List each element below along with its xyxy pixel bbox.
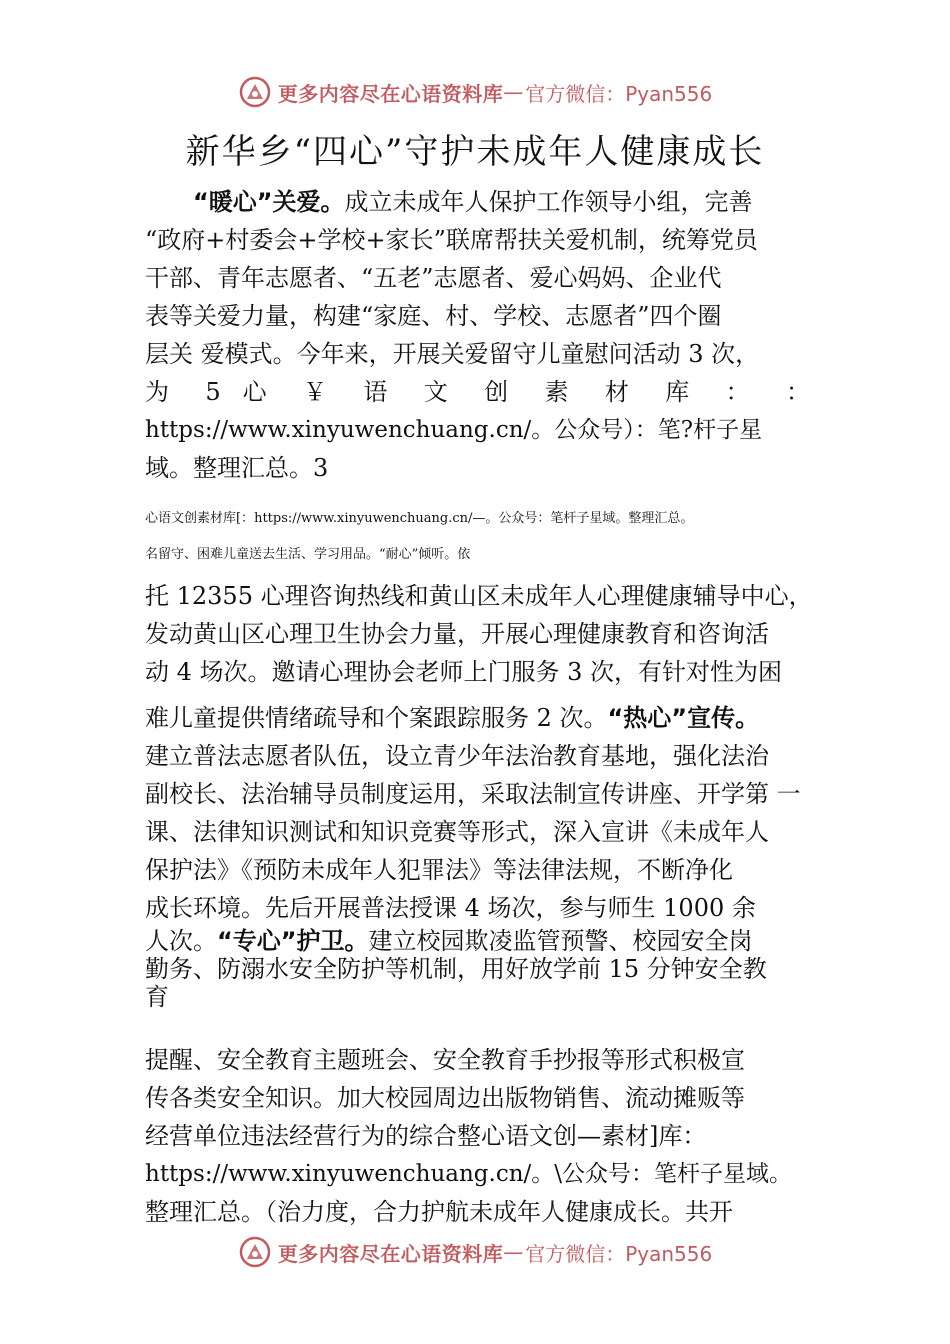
text-line: https://www.xinyuwenchuang.cn/。\公众号：笔杆子星域。 <box>145 1161 793 1187</box>
watermark-line: 心语文创素材库[：https://www.xinyuwenchuang.cn/—。公众号：笔杆子星域。整理汇总。 <box>145 511 694 526</box>
text-line: 干部、青年志愿者、“五老”志愿者、爱心妈妈、企业代 <box>145 264 722 292</box>
banner-text: 更多内容尽在心语资料库 <box>277 81 504 106</box>
text-line: 发动黄山区心理卫生协会力量，开展心理健康教育和咨询活 <box>145 620 769 648</box>
text-line: 课、法律知识测试和知识竞赛等形式，深入宣讲《未成年人 <box>145 818 769 846</box>
footer-banner <box>0 1232 950 1272</box>
text-line: 育 <box>145 983 169 1011</box>
text-line: 建立普法志愿者队伍，设立青少年法治教育基地，强化法治 <box>145 742 769 770</box>
banner-text: 更多内容尽在心语资料库 <box>277 1241 504 1266</box>
banner-wechat: 官方微信：Pyan556 <box>525 1241 713 1266</box>
text-line <box>145 699 810 737</box>
text-line: 经营单位违法经营行为的综合整心语文创—素材]库： <box>145 1122 707 1150</box>
logo-icon <box>238 1235 272 1269</box>
text-line: 保护法》《预防未成年人犯罪法》等法律法规，不断净化 <box>145 856 733 884</box>
banner-wechat: 官方微信：Pyan556 <box>525 81 713 106</box>
text-line: 域。整理汇总。3 <box>145 454 329 482</box>
text-line <box>145 927 810 955</box>
text-line: 副校长、法治辅导员制度运用，采取法制宣传讲座、开学第 一 <box>145 780 801 808</box>
text-line: 表等关爱力量，构建“家庭、村、学校、志愿者”四个圈 <box>145 302 722 330</box>
text-line: 层关 爱模式。今年来，开展关爱留守儿童慰问活动 3 次， <box>145 340 760 368</box>
text-line-small: 名留守、困难儿童送去生活、学习用品。“耐心”倾听。依 <box>145 547 471 562</box>
text-line: 整理汇总。（治力度，合力护航未成年人健康成长。共开 <box>145 1198 733 1226</box>
section-heading: “热心”宣传。 <box>607 704 760 732</box>
text-span: 人次。 <box>145 927 217 955</box>
section-heading: “专心”护卫。 <box>217 927 369 955</box>
text-line: 勤务、防溺水安全防护等机制，用好放学前 15 分钟安全教 <box>145 955 767 983</box>
logo-icon <box>238 75 272 109</box>
text-line: 提醒、安全教育主题班会、安全教育手抄报等形式积极宣 <box>145 1046 745 1074</box>
text-line: 动 4 场次。邀请心理协会老师上门服务 3 次，有针对性为困 <box>145 658 783 686</box>
text-span: 成立未成年人保护工作领导小组，完善 <box>344 188 753 216</box>
section-heading: “暖心”关爱。 <box>193 188 345 216</box>
text-line: https://www.xinyuwenchuang.cn/。公众号）：笔?杆子星 <box>145 417 763 443</box>
text-line: “政府+村委会+学校+家长”联席帮扶关爱机制，统筹党员 <box>145 226 758 254</box>
text-span: 建立校园欺凌监管预警、校园安全岗 <box>368 927 753 955</box>
text-line: 传各类安全知识。加大校园周边出版物销售、流动摊贩等 <box>145 1084 745 1112</box>
article-body <box>145 183 813 1231</box>
banner-dash: — <box>503 80 524 104</box>
text-line <box>145 183 810 221</box>
banner-dash: — <box>503 1240 524 1264</box>
header-banner <box>0 72 950 112</box>
text-line: 为 5 心 ￥ 语 文 创 素 材 库 ： ： <box>145 378 810 406</box>
page-title: 新华乡“四心”守护未成年人健康成长 <box>185 132 765 172</box>
text-line: 成长环境。先后开展普法授课 4 场次，参与师生 1000 余 <box>145 894 756 922</box>
text-line: 托 12355 心理咨询热线和黄山区未成年人心理健康辅导中心， <box>145 582 813 610</box>
text-span: 难儿童提供情绪疏导和个案跟踪服务 2 次。 <box>145 704 608 732</box>
